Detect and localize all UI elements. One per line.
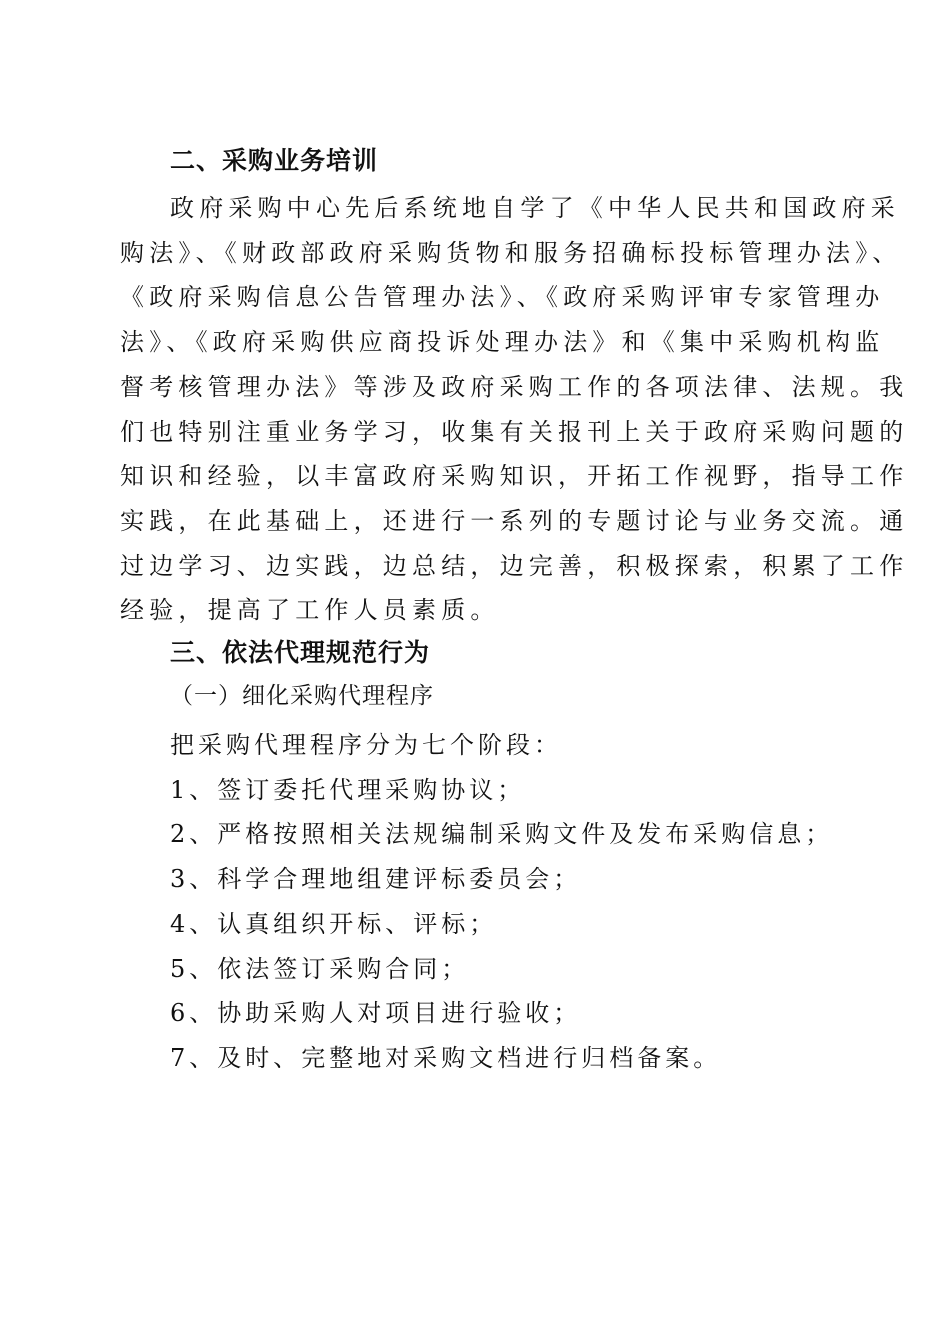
- list-item: 5、依法签订采购合同；: [170, 954, 470, 983]
- paragraph-line: 购法》、《财政部政府采购货物和服务招确标投标管理办法》、: [120, 238, 902, 267]
- section-3-heading: 三、依法代理规范行为: [170, 638, 431, 667]
- paragraph-line: 督考核管理办法》等涉及政府采购工作的各项法律、法规。我: [120, 372, 909, 401]
- paragraph-line: 法》、《政府采购供应商投诉处理办法》和《集中采购机构监: [120, 328, 885, 357]
- procedure-intro: 把采购代理程序分为七个阶段：: [170, 731, 562, 759]
- list-item: 6、协助采购人对项目进行验收；: [170, 999, 582, 1028]
- list-item: 2、严格按照相关法规编制采购文件及发布采购信息；: [170, 820, 834, 849]
- procedure-list: [170, 723, 833, 1081]
- paragraph-line: 政府采购中心先后系统地自学了《中华人民共和国政府采: [170, 194, 900, 222]
- section-2-heading: 二、采购业务培训: [170, 146, 379, 175]
- paragraph-line: 知识和经验，以丰富政府采购知识，开拓工作视野，指导工作: [120, 462, 909, 491]
- list-item: 7、及时、完整地对采购文档进行归档备案。: [170, 1043, 722, 1072]
- section-2-paragraph: [120, 186, 909, 633]
- paragraph-line: 经验，提高了工作人员素质。: [120, 596, 500, 625]
- list-item: 3、科学合理地组建评标委员会；: [170, 865, 582, 894]
- paragraph-line: 《政府采购信息公告管理办法》、《政府采购评审专家管理办: [120, 283, 885, 312]
- list-item: 1、签订委托代理采购协议；: [170, 775, 526, 804]
- paragraph-line: 们也特别注重业务学习，收集有关报刊上关于政府采购问题的: [120, 417, 909, 446]
- paragraph-line: 实践，在此基础上，还进行一系列的专题讨论与业务交流。通: [120, 506, 909, 535]
- paragraph-line: 过边学习、边实践，边总结，边完善，积极探索，积累了工作: [120, 551, 909, 580]
- list-item: 4、认真组织开标、评标；: [170, 909, 498, 938]
- section-3-subheading: （一）细化采购代理程序: [170, 683, 434, 709]
